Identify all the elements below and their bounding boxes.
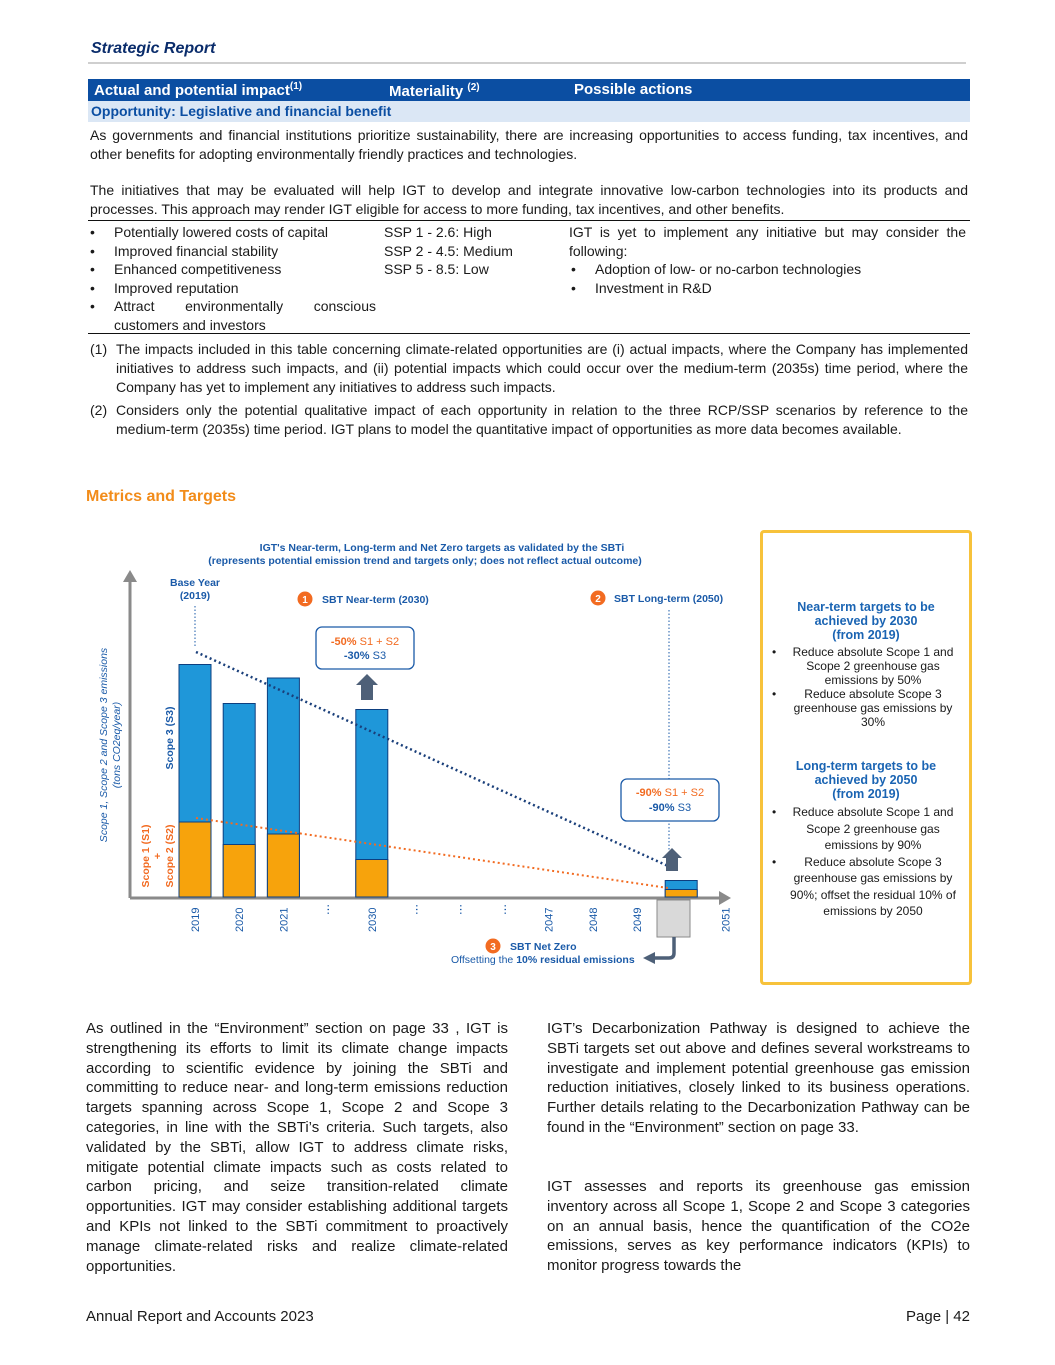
impacts-cell — [88, 223, 376, 334]
x-tick-label: 2051 — [720, 907, 733, 932]
long-term-up-arrow — [662, 848, 682, 871]
near-term-target-item: • Reduce absolute Scope 1 and Scope 2 greenhouse gas emissions by 50% — [769, 645, 963, 687]
bar-scope12-2020 — [223, 845, 255, 898]
header-divider — [88, 62, 966, 64]
bar-scope12-2030 — [356, 860, 388, 898]
opportunity-table — [88, 79, 970, 439]
x-tick-label: ⋯ — [499, 904, 512, 915]
svg-text:Scope 1 (S1): Scope 1 (S1) — [140, 824, 152, 888]
net-zero-year-highlight — [657, 900, 690, 937]
x-tick-label: 2049 — [632, 907, 644, 932]
impact-item: • Potentially lowered costs of capital — [88, 223, 376, 242]
materiality-item: SSP 2 - 4.5: Medium — [384, 242, 513, 259]
long-term-targets-list — [763, 804, 969, 920]
net-zero-arrow-path — [654, 937, 674, 958]
x-tick-label: 2019 — [190, 907, 202, 932]
chart-title: IGT's Near-term, Long-term and Net Zero targets as validated by the SBTi — [259, 542, 625, 554]
x-tick-label: ⋯ — [455, 904, 468, 915]
x-tick-label: ⋯ — [411, 904, 423, 915]
x-tick-label: 2020 — [234, 907, 247, 932]
x-tick-label: 2048 — [587, 907, 600, 932]
near-term-label: SBT Near-term (2030) — [322, 594, 429, 606]
metrics-heading: Metrics and Targets — [86, 488, 236, 505]
impact-item: • Improved reputation — [88, 279, 376, 298]
long-term-targets-title: Long-term targets to be achieved by 2050 (from 2019) — [795, 759, 937, 801]
body-left-column: As outlined in the “Environment” section on page 33 , IGT is strengthening its efforts to limit its climate change impacts according to scientific evidence by joining the SBTi and committing to reduce near- and long-term emissions reduction targets spanning across Scope 1, Scope 2 and Scope 3 categories, in line with the SBTi’s criteria. Such targets, also validated by the SBTi, allow IGT to address climate risks, mitigate potential climate impacts such as costs related to carbon pricing, and seize transition-related climate opportunities. IGT may consider establishing additional targets and KPIs not linked to the SBTi commitment to proactively manage climate-related risks and realize climate-related opportunities. — [86, 1020, 508, 1275]
targets-summary-box — [760, 530, 972, 985]
near-term-targets-title: Near-term targets to be achieved by 2030 (from 2019) — [797, 600, 935, 642]
body-right-column-para-1: IGT’s Decarbonization Pathway is designed to achieve the SBTi targets set out above and defines several workstreams to investigate and implement potential greenhouse gas emission reduction initiatives, closely linked to its business operations. Further details relating to the Decarbonization Pathway can be found in the “Environment” section on page 33. — [547, 1020, 970, 1136]
svg-text:1: 1 — [302, 595, 308, 606]
x-tick-label: 2021 — [278, 907, 291, 932]
opportunity-para-1: As governments and financial institutions prioritize sustainability, there are increasing opportunities to access funding, tax incentives, and other benefits for adopting environmentally friendly practices and technologies. — [90, 127, 968, 162]
x-tick-label: 2030 — [366, 907, 379, 932]
materiality-cell — [384, 223, 564, 279]
near-term-callout — [316, 627, 414, 669]
footer-report-title: Annual Report and Accounts 2023 — [86, 1308, 314, 1325]
bar-scope12-2019 — [179, 822, 211, 897]
net-zero-description: Offsetting the 10% residual emissions — [451, 954, 635, 966]
action-item: • Adoption of low- or no-carbon technologies — [569, 260, 966, 279]
opportunity-title: Opportunity: Legislative and financial benefit — [88, 101, 970, 122]
actions-intro: IGT is yet to implement any initiative but may consider the following: — [569, 224, 966, 259]
long-term-callout — [621, 779, 719, 821]
impact-item: • Enhanced competitiveness — [88, 260, 376, 279]
near-term-up-arrow — [356, 674, 378, 700]
scope12-axis-label — [140, 824, 176, 887]
opportunity-para-2: The initiatives that may be evaluated will help IGT to develop and integrate innovative low-carbon technologies into its products and processes. This approach may render IGT eligible for access to more funding, tax incentives, and other benefits. — [90, 182, 968, 217]
near-term-target-item: • Reduce absolute Scope 3 greenhouse gas emissions by 30% — [769, 687, 963, 729]
near-term-callout-line1: -50% S1 + S2 — [330, 636, 400, 648]
materiality-item: SSP 5 - 8.5: Low — [384, 261, 489, 277]
svg-text:2: 2 — [595, 594, 601, 605]
impact-item: • Improved financial stability — [88, 242, 376, 261]
table-header — [88, 79, 970, 101]
base-year-value: (2019) — [179, 590, 211, 602]
col-actions-header: Possible actions — [574, 81, 693, 98]
long-term-callout-line1: -90% S1 + S2 — [635, 787, 705, 799]
svg-text:Scope 1, Scope 2 and Scope 3 e: Scope 1, Scope 2 and Scope 3 emissions — [98, 647, 110, 843]
impact-item: • Attract environmentally conscious customers and investors — [88, 297, 376, 334]
actions-cell — [569, 223, 966, 297]
section-title: Strategic Report — [91, 40, 216, 57]
long-term-callout-line2: -90% S3 — [648, 802, 692, 814]
scope3-trend-line — [196, 652, 668, 866]
svg-text:+: + — [152, 852, 164, 860]
y-axis-title — [98, 647, 123, 842]
near-term-callout-line2: -30% S3 — [343, 650, 387, 662]
net-zero-label: SBT Net Zero — [510, 941, 577, 953]
svg-text:3: 3 — [490, 942, 496, 953]
net-zero-arrow-head — [643, 952, 655, 964]
footnote-2: (2) Considers only the potential qualitative impact of each opportunity in relation to the three RCP/SSP scenarios by reference to the medium-term (2035s) time period. IGT plans to model the quantitative impact of opportunities as more data becomes available. — [90, 402, 968, 437]
base-year-label: Base Year — [169, 577, 221, 589]
x-tick-label: 2047 — [543, 907, 556, 932]
near-term-targets-list — [763, 645, 969, 729]
chart-subtitle: (represents potential emission trend and targets only; does not reflect actual outcome) — [208, 555, 642, 567]
bar-scope12-2050 — [665, 890, 697, 898]
col-materiality-header: Materiality $^{(2)}$ — [389, 82, 480, 100]
y-axis-arrow — [123, 570, 137, 582]
long-term-label: SBT Long-term (2050) — [614, 593, 724, 605]
x-tick-label: ⋯ — [322, 904, 335, 915]
action-item: • Investment in R&D — [569, 279, 966, 298]
materiality-item: SSP 1 - 2.6: High — [384, 224, 492, 240]
long-term-target-item: • Reduce absolute Scope 1 and Scope 2 greenhouse gas emissions by 90% — [769, 804, 963, 854]
svg-text:Scope 2 (S2): Scope 2 (S2) — [164, 824, 176, 888]
table-body-row — [88, 221, 970, 333]
footnote-1: (1) The impacts included in this table concerning climate-related opportunities are (i) actual impacts, where the Company has implemented initiatives to address such impacts, and (ii) potential impacts which could occur over the medium-term (2035s) time period, where the Company has yet to implement any initiatives to address such impacts. — [90, 341, 968, 395]
scope3-axis-label: Scope 3 (S3) — [164, 706, 176, 770]
footer-page-number: Page | 42 — [906, 1308, 970, 1325]
col-impact-header: Actual and potential impact$^{(1)}$ — [94, 81, 303, 99]
scope12-trend-line — [196, 818, 668, 888]
bar-scope12-2021 — [267, 834, 299, 897]
body-right-column-para-2: IGT assesses and reports its greenhouse gas emission inventory across all Scope 1, Scope 2 and Scope 3 categories on an annual basis, hence the quantification of the CO2e emissions, serves as key performance indicators (KPIs) to monitor progress towards the — [547, 1178, 970, 1275]
emissions-targets-chart — [85, 530, 755, 975]
x-axis-arrow — [719, 891, 731, 905]
svg-text:(tons CO2eq/year): (tons CO2eq/year) — [111, 701, 123, 789]
long-term-target-item: • Reduce absolute Scope 3 greenhouse gas emissions by 90%; offset the residual 10% of emissions by 2050 — [769, 854, 963, 920]
